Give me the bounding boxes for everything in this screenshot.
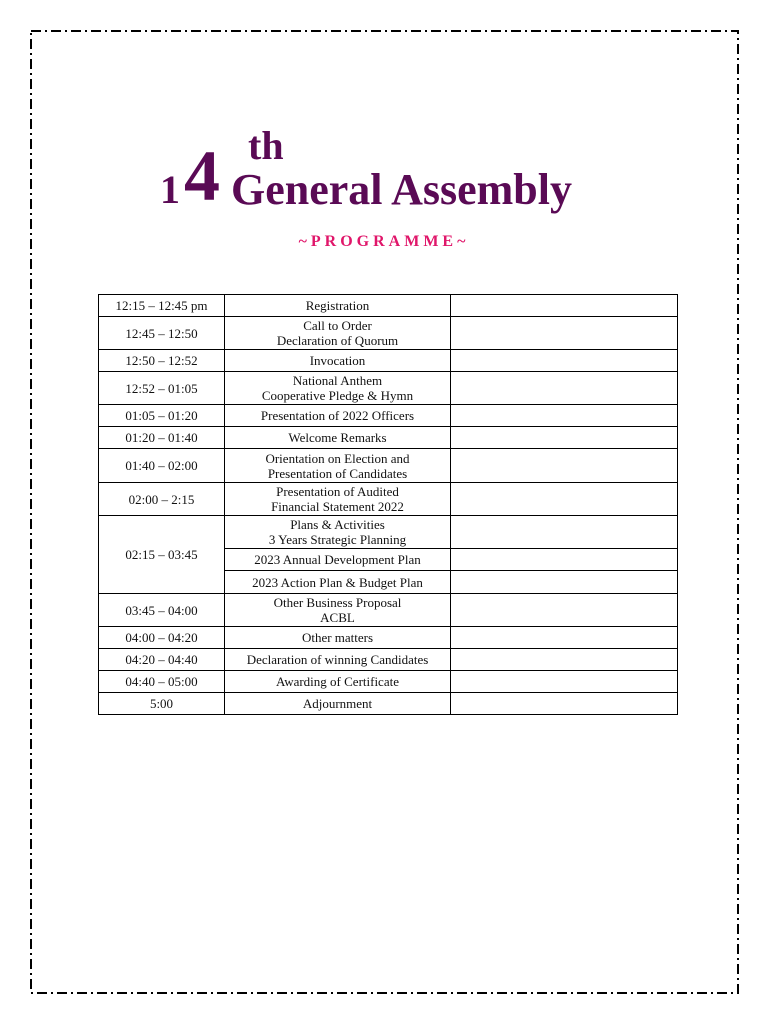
empty-cell xyxy=(451,649,678,671)
activity-line: Declaration of winning Candidates xyxy=(246,652,429,667)
time-cell: 04:40 – 05:00 xyxy=(99,671,225,693)
activity-line: Cooperative Pledge & Hymn xyxy=(261,388,414,403)
activity-cell xyxy=(225,571,451,594)
empty-cell xyxy=(451,295,678,317)
time-cell: 12:52 – 01:05 xyxy=(99,372,225,405)
activity-line: Registration xyxy=(305,298,370,313)
activity-line: Presentation of Candidates xyxy=(267,465,408,481)
empty-cell xyxy=(451,671,678,693)
time-cell: 02:15 – 03:45 xyxy=(99,516,225,594)
activity-line: Other Business Proposal xyxy=(273,595,402,610)
title-ordinal-suffix: th xyxy=(248,123,284,168)
activity-line: Declaration of Quorum xyxy=(276,333,399,348)
table-row xyxy=(99,483,678,516)
activity-cell xyxy=(225,627,451,649)
activity-line: 2023 Action Plan & Budget Plan xyxy=(252,574,423,590)
table-row xyxy=(99,372,678,405)
activity-line: Welcome Remarks xyxy=(288,430,387,445)
activity-cell xyxy=(225,483,451,516)
activity-line: Financial Statement 2022 xyxy=(271,499,404,514)
table-row xyxy=(99,649,678,671)
activity-line: Call to Order xyxy=(303,318,372,333)
time-cell: 02:00 – 2:15 xyxy=(99,483,225,516)
activity-line: Invocation xyxy=(309,353,366,368)
empty-cell xyxy=(451,405,678,427)
table-row xyxy=(99,317,678,350)
activity-line: Adjournment xyxy=(302,696,373,711)
activity-cell xyxy=(225,693,451,715)
table-row xyxy=(99,693,678,715)
time-cell: 03:45 – 04:00 xyxy=(99,594,225,627)
table-row xyxy=(99,627,678,649)
time-cell: 12:50 – 12:52 xyxy=(99,350,225,372)
empty-cell xyxy=(451,594,678,627)
table-row xyxy=(99,405,678,427)
title-number-prefix: 1 xyxy=(160,167,180,212)
activity-line: ACBL xyxy=(320,610,355,625)
table-row xyxy=(99,516,678,549)
activity-line: Other matters xyxy=(301,630,374,645)
table-row xyxy=(99,350,678,372)
empty-cell xyxy=(451,317,678,350)
table-row xyxy=(99,295,678,317)
time-cell: 12:45 – 12:50 xyxy=(99,317,225,350)
activity-line: 3 Years Strategic Planning xyxy=(268,532,407,547)
programme-table xyxy=(98,294,678,715)
activity-line: Presentation of Audited xyxy=(276,484,399,499)
activity-cell xyxy=(225,350,451,372)
empty-cell xyxy=(451,571,678,594)
table-row xyxy=(99,427,678,449)
activity-cell xyxy=(225,405,451,427)
empty-cell xyxy=(451,549,678,571)
subtitle: ~PROGRAMME~ xyxy=(298,233,470,250)
title-number-big: 4 xyxy=(184,136,220,216)
time-cell: 5:00 xyxy=(99,693,225,715)
table-row xyxy=(99,594,678,627)
table-row xyxy=(99,671,678,693)
activity-cell xyxy=(225,372,451,405)
activity-line: Plans & Activities xyxy=(290,517,385,532)
time-cell: 04:20 – 04:40 xyxy=(99,649,225,671)
empty-cell xyxy=(451,350,678,372)
activity-line: Orientation on Election and xyxy=(265,450,410,466)
activity-line: Presentation of 2022 Officers xyxy=(260,408,415,423)
time-cell: 12:15 – 12:45 pm xyxy=(99,295,225,317)
activity-cell xyxy=(225,649,451,671)
activity-cell xyxy=(225,516,451,549)
empty-cell xyxy=(451,483,678,516)
activity-cell xyxy=(225,671,451,693)
time-cell: 01:40 – 02:00 xyxy=(99,449,225,483)
empty-cell xyxy=(451,693,678,715)
time-cell: 01:20 – 01:40 xyxy=(99,427,225,449)
activity-line: National Anthem xyxy=(292,373,383,388)
empty-cell xyxy=(451,427,678,449)
time-cell: 04:00 – 04:20 xyxy=(99,627,225,649)
empty-cell xyxy=(451,627,678,649)
time-cell: 01:05 – 01:20 xyxy=(99,405,225,427)
activity-cell xyxy=(225,317,451,350)
table-row xyxy=(99,449,678,483)
activity-cell xyxy=(225,427,451,449)
activity-line: 2023 Annual Development Plan xyxy=(254,552,421,567)
activity-line: Awarding of Certificate xyxy=(276,674,399,689)
activity-cell xyxy=(225,594,451,627)
empty-cell xyxy=(451,372,678,405)
activity-cell xyxy=(225,549,451,571)
page-title: General Assembly xyxy=(231,165,572,214)
activity-cell xyxy=(225,449,451,483)
empty-cell xyxy=(451,449,678,483)
activity-cell xyxy=(225,295,451,317)
empty-cell xyxy=(451,516,678,549)
